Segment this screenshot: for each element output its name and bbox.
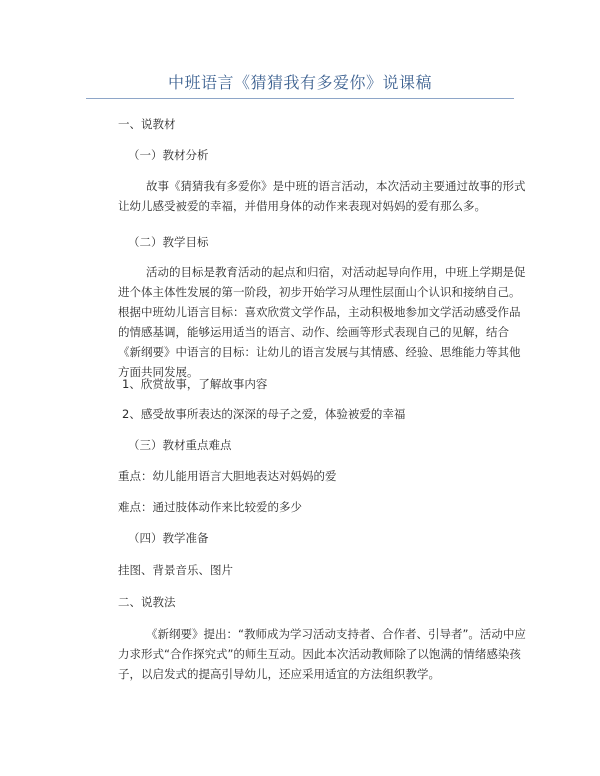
key-point: 重点：幼儿能用语言大胆地表达对妈妈的爱 — [118, 469, 337, 483]
goal-item-2: 2、感受故事所表达的深深的母子之爱，体验被爱的幸福 — [122, 407, 406, 421]
section-heading-teaching-material: 一、说教材 — [118, 117, 176, 131]
document-title: 中班语言《猜猜我有多爱你》说课稿 — [167, 73, 432, 92]
preparation-list: 挂图、背景音乐、图片 — [118, 563, 233, 577]
title-divider — [86, 98, 514, 99]
subsection-heading-preparation: （四）教学准备 — [128, 531, 209, 545]
paragraph-material-analysis: 故事《猜猜我有多爱你》是中班的语言活动，本次活动主要通过故事的形式让幼儿感受被爱的幸福，并借用身体的动作来表现对妈妈的爱有那么多。 — [118, 179, 526, 213]
subsection-heading-key-difficult-points: （三）教材重点难点 — [128, 438, 232, 452]
paragraph-teaching-goals: 活动的目标是教育活动的起点和归宿，对活动起导向作用，中班上学期是促进个体主体性发展的第一阶段，初步开始学习从理性层面山个认识和接纳自己。根据中班幼儿语言目标：喜欢欣赏文学作品，主动积极地参加文学活动感受作品的情感基调，能够运用适当的语言、动作、绘画等形式表现自己的见解，结合《新纲要》中语言的目标：让幼儿的语言发展与其情感、经验、思维能力等其他方面共同发展。 — [118, 265, 526, 379]
subsection-heading-material-analysis: （一）教材分析 — [128, 148, 209, 162]
difficult-point: 难点：通过肢体动作来比较爱的多少 — [118, 500, 302, 514]
section-heading-teaching-method: 二、说教法 — [118, 595, 176, 609]
paragraph-teaching-method: 《新纲要》提出：“教师成为学习活动支持者、合作者、引导者”。活动中应力求形式“合作探究式”的师生互动。因此本次活动教师除了以饱满的情绪感染孩子，以启发式的提高引导幼儿，还应采用适宜的方法组织教学。 — [118, 627, 526, 681]
goal-item-1: 1、欣赏故事，了解故事内容 — [122, 377, 268, 391]
subsection-heading-teaching-goals: （二）教学目标 — [128, 235, 209, 249]
